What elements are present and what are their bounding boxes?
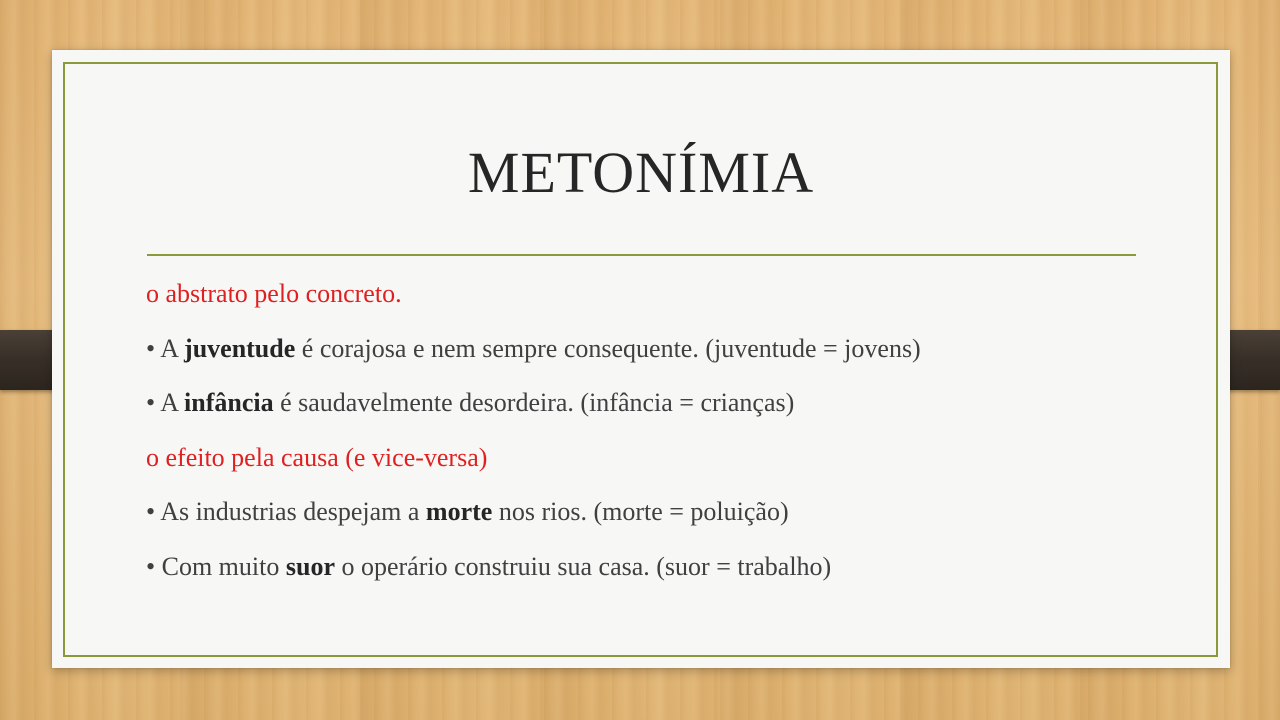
slide-content xyxy=(146,278,1166,605)
section-heading-effect-cause: o efeito pela causa (e vice-versa) xyxy=(146,442,488,472)
bullet-icon: • xyxy=(146,333,156,363)
list-item xyxy=(146,387,1166,419)
text-emphasis: morte xyxy=(425,497,493,526)
text-post: é saudavelmente desordeira. (infância = crianças) xyxy=(273,388,795,417)
section-heading-abstract: o abstrato pelo concreto. xyxy=(146,279,402,308)
bullet-icon: • xyxy=(146,497,156,526)
text-emphasis: juventude xyxy=(184,333,296,363)
slide-title: METONÍMIA xyxy=(467,140,815,205)
list-item xyxy=(146,496,1166,528)
slide-paper xyxy=(52,50,1230,668)
text-pre: As industrias despejam a xyxy=(160,497,426,526)
text-emphasis: suor xyxy=(285,551,335,581)
text-pre: A xyxy=(160,388,185,417)
list-item xyxy=(146,551,1166,583)
text-emphasis: infância xyxy=(184,388,274,417)
text-pre: A xyxy=(160,333,185,363)
text-post: o operário construiu sua casa. (suor = trabalho) xyxy=(334,551,832,581)
bullet-icon: • xyxy=(146,551,156,581)
bullet-icon: • xyxy=(146,388,156,417)
list-item xyxy=(146,333,1166,365)
text-post: nos rios. (morte = poluição) xyxy=(492,497,789,526)
text-pre: Com muito xyxy=(161,551,286,581)
text-post: é corajosa e nem sempre consequente. (juventude = jovens) xyxy=(295,333,921,363)
title-divider xyxy=(147,254,1136,256)
